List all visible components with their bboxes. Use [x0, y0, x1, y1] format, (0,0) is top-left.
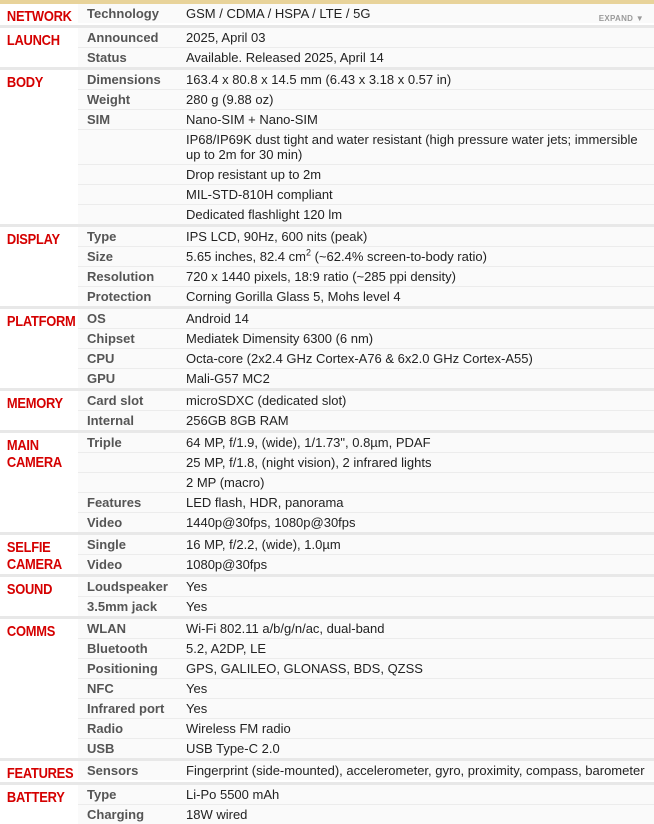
- category-heading: MAIN CAMERA: [6, 437, 62, 471]
- spec-label: Video: [78, 555, 177, 574]
- spec-row: [78, 28, 654, 47]
- spec-value: [177, 165, 654, 184]
- spec-label: Chipset: [78, 329, 177, 348]
- spec-value: [177, 719, 654, 738]
- spec-row: [78, 535, 654, 554]
- spec-row: [78, 596, 654, 616]
- spec-value-text: Li-Po 5500 mAh: [186, 787, 280, 802]
- spec-row: [78, 658, 654, 678]
- spec-row: [78, 472, 654, 492]
- spec-row: [78, 718, 654, 738]
- spec-value: [177, 4, 654, 23]
- expand-link[interactable]: EXPAND ▼: [598, 14, 644, 23]
- spec-row: [78, 204, 654, 224]
- spec-value-text: Fingerprint (side-mounted), accelerometer, gyro, proximity, compass, barometer: [186, 763, 645, 778]
- spec-label: Infrared port: [78, 699, 177, 718]
- spec-label: Charging: [78, 805, 177, 824]
- spec-value-text: Dedicated flashlight 120 lm: [186, 207, 343, 222]
- spec-row: [78, 328, 654, 348]
- spec-section-selfie-camera: [0, 535, 654, 577]
- spec-section-main-camera: [0, 433, 654, 535]
- spec-row: [78, 638, 654, 658]
- spec-value-text: Available. Released 2025, April 14: [186, 50, 384, 65]
- spec-section-launch: [0, 28, 654, 70]
- spec-label: Video: [78, 513, 177, 532]
- spec-section-features: [0, 761, 654, 785]
- spec-value: [177, 577, 654, 596]
- spec-row: [78, 698, 654, 718]
- spec-value: [177, 329, 654, 348]
- spec-value-text: 64 MP, f/1.9, (wide), 1/1.73", 0.8µm, PDAF: [186, 435, 431, 450]
- spec-value-text: microSDXC (dedicated slot): [186, 393, 347, 408]
- spec-value-text: 1440p@30fps, 1080p@30fps: [186, 515, 356, 530]
- spec-value-text: 5.2, A2DP, LE: [186, 641, 266, 656]
- spec-label: [78, 185, 177, 204]
- spec-row: [78, 368, 654, 388]
- spec-value-text: Android 14: [186, 311, 249, 326]
- spec-label: CPU: [78, 349, 177, 368]
- spec-value-text: 5.65 inches, 82.4 cm: [186, 249, 306, 264]
- spec-label: GPU: [78, 369, 177, 388]
- spec-value: [177, 679, 654, 698]
- spec-row: [78, 391, 654, 410]
- spec-value: [177, 411, 654, 430]
- spec-row: [78, 452, 654, 472]
- spec-section-display: [0, 227, 654, 309]
- category-heading: NETWORK: [6, 8, 72, 25]
- spec-row: [78, 309, 654, 328]
- spec-label: Resolution: [78, 267, 177, 286]
- spec-label: Triple: [78, 433, 177, 452]
- spec-label: Size: [78, 247, 177, 266]
- spec-value-text: 720 x 1440 pixels, 18:9 ratio (~285 ppi density): [186, 269, 456, 284]
- spec-value: [177, 267, 654, 286]
- spec-value: [177, 205, 654, 224]
- spec-value-text: Nano-SIM + Nano-SIM: [186, 112, 318, 127]
- spec-label: Card slot: [78, 391, 177, 410]
- spec-value-text: Yes: [186, 681, 208, 696]
- spec-section-network: [0, 4, 654, 28]
- spec-label: Protection: [78, 287, 177, 306]
- spec-value: [177, 287, 654, 306]
- category-heading: SELFIE CAMERA: [6, 539, 62, 573]
- spec-section-platform: [0, 309, 654, 391]
- category-heading: DISPLAY: [6, 231, 60, 248]
- category-heading: BATTERY: [6, 789, 65, 806]
- spec-value-text: 25 MP, f/1.8, (night vision), 2 infrared lights: [186, 455, 432, 470]
- category-heading: COMMS: [6, 623, 56, 640]
- spec-rows: [78, 433, 654, 532]
- spec-row: [78, 286, 654, 306]
- spec-value-text: GSM / CDMA / HSPA / LTE / 5G: [186, 6, 371, 21]
- spec-section-comms: [0, 619, 654, 761]
- spec-row: [78, 184, 654, 204]
- spec-value-text: Yes: [186, 701, 208, 716]
- spec-value-text: 16 MP, f/2.2, (wide), 1.0µm: [186, 537, 341, 552]
- spec-value-text: Wireless FM radio: [186, 721, 291, 736]
- spec-row: [78, 266, 654, 286]
- spec-value-text: 280 g (9.88 oz): [186, 92, 274, 107]
- spec-value-text: USB Type-C 2.0: [186, 741, 280, 756]
- spec-value-text: (~62.4% screen-to-body ratio): [310, 249, 487, 264]
- spec-label: 3.5mm jack: [78, 597, 177, 616]
- spec-row: [78, 785, 654, 804]
- spec-rows: [78, 70, 654, 224]
- spec-row: [78, 4, 654, 23]
- spec-value-text: 256GB 8GB RAM: [186, 413, 289, 428]
- spec-label: [78, 205, 177, 224]
- spec-label: Type: [78, 785, 177, 804]
- spec-row: [78, 433, 654, 452]
- spec-value: [177, 739, 654, 758]
- spec-value: [177, 309, 654, 328]
- spec-value: [177, 433, 654, 452]
- spec-label: Positioning: [78, 659, 177, 678]
- spec-rows: [78, 391, 654, 430]
- spec-value: [177, 785, 654, 804]
- spec-label: USB: [78, 739, 177, 758]
- spec-value: [177, 555, 654, 574]
- spec-value: [177, 659, 654, 678]
- spec-value: [177, 185, 654, 204]
- spec-value: [177, 247, 654, 266]
- spec-row: [78, 410, 654, 430]
- spec-rows: [78, 761, 654, 782]
- spec-value-text: 2 MP (macro): [186, 475, 265, 490]
- spec-label: NFC: [78, 679, 177, 698]
- spec-value: [177, 619, 654, 638]
- category-heading: MEMORY: [6, 395, 63, 412]
- spec-label: [78, 130, 177, 164]
- spec-value-text: IP68/IP69K dust tight and water resistant (high pressure water jets; immersible up to 2m for 30 min): [186, 132, 638, 162]
- spec-value: [177, 535, 654, 554]
- spec-row: [78, 492, 654, 512]
- spec-value: [177, 130, 654, 164]
- spec-section-memory: [0, 391, 654, 433]
- spec-row: [78, 678, 654, 698]
- spec-label: Technology: [78, 4, 177, 23]
- spec-label: [78, 453, 177, 472]
- spec-value: [177, 369, 654, 388]
- spec-row: [78, 577, 654, 596]
- spec-value-text: Mediatek Dimensity 6300 (6 nm): [186, 331, 374, 346]
- spec-row: [78, 47, 654, 67]
- spec-value-text: Yes: [186, 579, 208, 594]
- spec-label: Dimensions: [78, 70, 177, 89]
- spec-rows: [78, 227, 654, 306]
- spec-value: [177, 473, 654, 492]
- category-heading: FEATURES: [6, 765, 74, 782]
- spec-value: [177, 453, 654, 472]
- spec-section-body: [0, 70, 654, 227]
- spec-rows: [78, 4, 654, 25]
- spec-row: [78, 761, 654, 780]
- spec-section-sound: [0, 577, 654, 619]
- spec-value-text: MIL-STD-810H compliant: [186, 187, 333, 202]
- spec-value-text: Corning Gorilla Glass 5, Mohs level 4: [186, 289, 401, 304]
- spec-value-text: Mali-G57 MC2: [186, 371, 270, 386]
- spec-row: [78, 512, 654, 532]
- spec-value-text: 163.4 x 80.8 x 14.5 mm (6.43 x 3.18 x 0.57 in): [186, 72, 452, 87]
- spec-row: [78, 804, 654, 824]
- spec-label: [78, 473, 177, 492]
- spec-value-superscript: 2: [305, 247, 311, 258]
- spec-label: Weight: [78, 90, 177, 109]
- spec-rows: [78, 28, 654, 67]
- spec-value-text: 1080p@30fps: [186, 557, 268, 572]
- spec-row: [78, 554, 654, 574]
- spec-rows: [78, 619, 654, 758]
- spec-row: [78, 89, 654, 109]
- category-heading: PLATFORM: [6, 313, 76, 330]
- category-heading: SOUND: [6, 581, 53, 598]
- spec-label: Status: [78, 48, 177, 67]
- spec-row: [78, 70, 654, 89]
- spec-value: [177, 349, 654, 368]
- spec-row: [78, 619, 654, 638]
- spec-row: [78, 738, 654, 758]
- spec-value: [177, 513, 654, 532]
- category-heading: LAUNCH: [6, 32, 60, 49]
- spec-label: Loudspeaker: [78, 577, 177, 596]
- spec-row: [78, 227, 654, 246]
- spec-value-text: Octa-core (2x2.4 GHz Cortex-A76 & 6x2.0 GHz Cortex-A55): [186, 351, 533, 366]
- spec-value: [177, 90, 654, 109]
- spec-label: Sensors: [78, 761, 177, 780]
- spec-table: [0, 4, 654, 824]
- spec-label: Announced: [78, 28, 177, 47]
- spec-value-text: Drop resistant up to 2m: [186, 167, 322, 182]
- spec-label: OS: [78, 309, 177, 328]
- spec-value: [177, 761, 654, 780]
- spec-row: [78, 164, 654, 184]
- category-heading: BODY: [6, 74, 44, 91]
- spec-label: WLAN: [78, 619, 177, 638]
- spec-section-battery: [0, 785, 654, 824]
- spec-value-text: GPS, GALILEO, GLONASS, BDS, QZSS: [186, 661, 423, 676]
- spec-value-text: IPS LCD, 90Hz, 600 nits (peak): [186, 229, 368, 244]
- spec-value: [177, 48, 654, 67]
- spec-rows: [78, 785, 654, 824]
- spec-value: [177, 110, 654, 129]
- spec-value: [177, 391, 654, 410]
- spec-row: [78, 129, 654, 164]
- spec-row: [78, 348, 654, 368]
- spec-value-text: 18W wired: [186, 807, 248, 822]
- spec-label: [78, 165, 177, 184]
- spec-label: Bluetooth: [78, 639, 177, 658]
- spec-value: [177, 28, 654, 47]
- spec-value: [177, 805, 654, 824]
- spec-value-text: Yes: [186, 599, 208, 614]
- spec-value: [177, 699, 654, 718]
- spec-label: Radio: [78, 719, 177, 738]
- spec-rows: [78, 309, 654, 388]
- spec-label: Features: [78, 493, 177, 512]
- spec-label: Type: [78, 227, 177, 246]
- spec-value-text: LED flash, HDR, panorama: [186, 495, 344, 510]
- spec-value: [177, 639, 654, 658]
- spec-row: [78, 109, 654, 129]
- spec-value-text: 2025, April 03: [186, 30, 266, 45]
- spec-row: [78, 246, 654, 266]
- spec-label: SIM: [78, 110, 177, 129]
- spec-label: Internal: [78, 411, 177, 430]
- spec-rows: [78, 577, 654, 616]
- spec-value: [177, 70, 654, 89]
- spec-value-text: Wi-Fi 802.11 a/b/g/n/ac, dual-band: [186, 621, 385, 636]
- spec-rows: [78, 535, 654, 574]
- spec-value: [177, 227, 654, 246]
- spec-value: [177, 493, 654, 512]
- spec-value: [177, 597, 654, 616]
- spec-label: Single: [78, 535, 177, 554]
